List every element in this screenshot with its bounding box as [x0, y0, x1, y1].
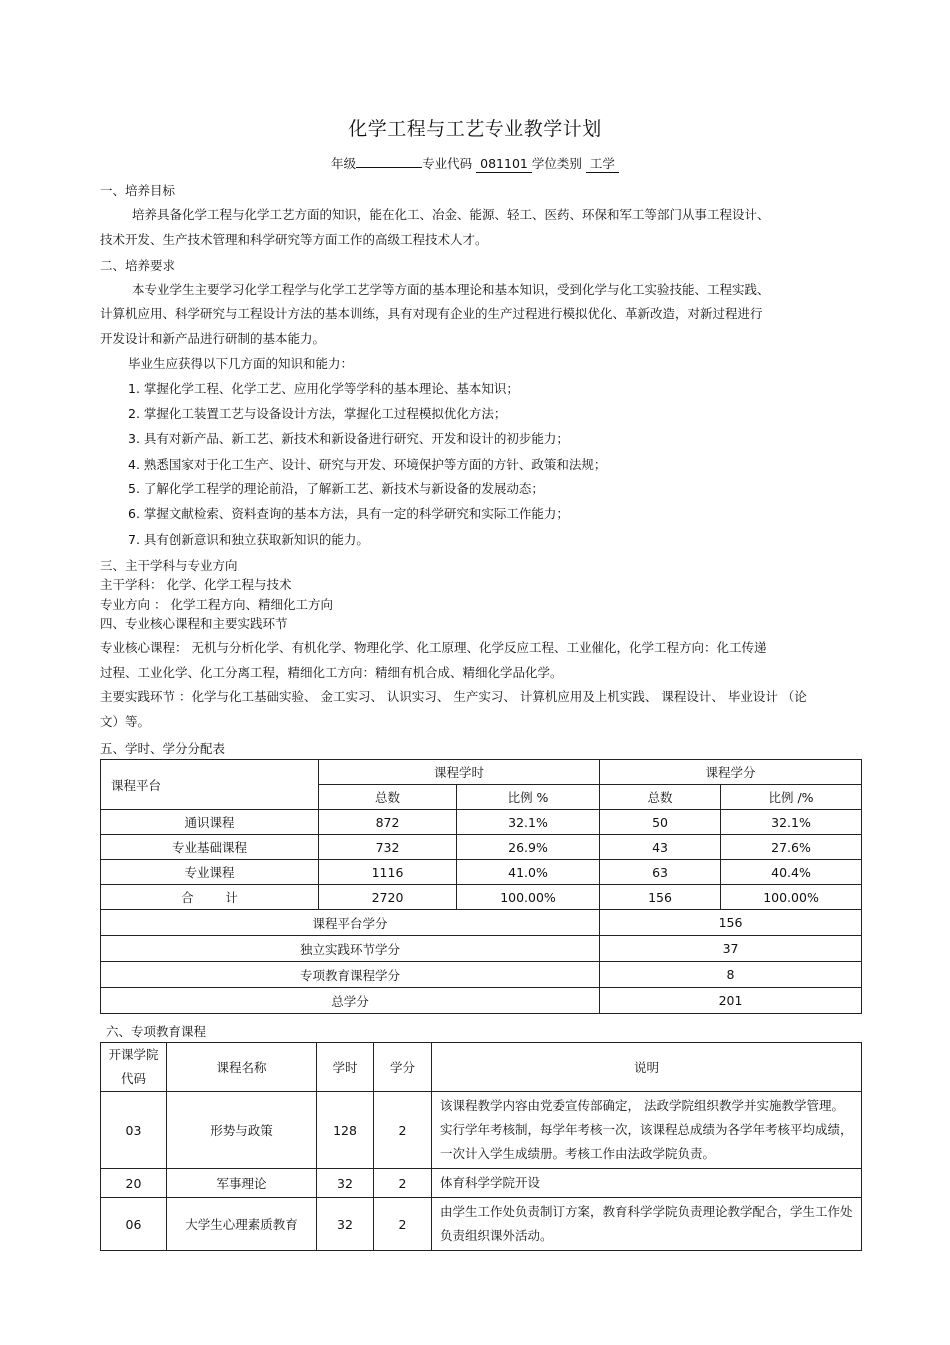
hours-credits-table	[100, 759, 862, 1014]
cell-credits-pct: 40.4%	[721, 860, 862, 885]
page-title: 化学工程与工艺专业教学计划	[348, 118, 602, 140]
paragraph-line: 开发设计和新产品进行研制的基本能力。	[100, 331, 326, 346]
paragraph-line: 毕业生应获得以下几方面的知识和能力：	[128, 356, 354, 371]
cell-course-name: 军事理论	[167, 1169, 317, 1198]
cell-hours: 1116	[319, 860, 457, 885]
summary-label: 课程平台学分	[101, 910, 600, 936]
cell-note: 体育科学学院开设	[432, 1169, 862, 1198]
cell-hours-pct: 26.9%	[457, 835, 600, 860]
header-hours-total: 总数	[319, 785, 457, 810]
cell-credits-pct: 100.00%	[721, 885, 862, 910]
cell-platform: 专业课程	[101, 860, 319, 885]
meta-line	[0, 154, 950, 173]
paragraph-line: 培养具备化学工程与化学工艺方面的知识，能在化工、冶金、能源、轻工、医药、环保和军工等部门从事工程设计、	[132, 207, 770, 222]
table-row	[101, 860, 862, 885]
degree-value: 工学	[586, 156, 619, 173]
header-credits: 课程学分	[600, 760, 862, 785]
header-hours-ratio: 比例 %	[457, 785, 600, 810]
paragraph-line: 主要实践环节 ：化学与化工基础实验、 金工实习、 认识实习、 生产实习、 计算机应用及上机实践、 课程设计、 毕业设计 （论	[100, 689, 807, 704]
grade-label: 年级	[331, 156, 357, 171]
cell-credit: 2	[374, 1169, 432, 1198]
summary-label: 专项教育课程学分	[101, 962, 600, 988]
cell-credit: 2	[374, 1198, 432, 1251]
cell-platform: 通识课程	[101, 810, 319, 835]
cell-note: 该课程教学内容由党委宣传部确定， 法政学院组织教学并实施教学管理。实行学年考核制，每学年考核一次，该课程总成绩为各学年考核平均成绩，一次计入学生成绩册。考核工作由法政学院负责。	[432, 1092, 862, 1169]
table-row	[101, 1198, 862, 1251]
summary-row	[101, 962, 862, 988]
grade-value	[356, 167, 422, 168]
cell-platform: 专业基础课程	[101, 835, 319, 860]
cell-credits-pct: 32.1%	[721, 810, 862, 835]
cell-hours: 872	[319, 810, 457, 835]
section-heading-core-courses: 四、专业核心课程和主要实践环节	[100, 616, 288, 631]
cell-credits: 50	[600, 810, 721, 835]
cell-credits: 63	[600, 860, 721, 885]
major-code: 081101	[476, 156, 532, 173]
cell-hours: 128	[317, 1092, 374, 1169]
header-credit: 学分	[374, 1043, 432, 1092]
header-platform: 课程平台	[101, 760, 319, 810]
cell-course-name: 大学生心理素质教育	[167, 1198, 317, 1251]
list-item: 3. 具有对新产品、新工艺、新技术和新设备进行研究、开发和设计的初步能力；	[128, 431, 569, 446]
cell-hours-pct: 32.1%	[457, 810, 600, 835]
header-hours: 课程学时	[319, 760, 600, 785]
section-heading-special-courses: 六、专项教育课程	[106, 1024, 207, 1039]
cell-credits: 156	[600, 885, 721, 910]
list-item: 7. 具有创新意识和独立获取新知识的能力。	[128, 532, 369, 547]
cell-hours: 32	[317, 1198, 374, 1251]
table-row	[101, 835, 862, 860]
header-course-name: 课程名称	[167, 1043, 317, 1092]
cell-hours-pct: 41.0%	[457, 860, 600, 885]
major-code-label: 专业代码	[422, 156, 473, 171]
section-heading-disciplines: 三、主干学科与专业方向	[100, 558, 238, 573]
summary-value: 37	[600, 936, 862, 962]
list-item: 5. 了解化学工程学的理论前沿，了解新工艺、新技术与新设备的发展动态；	[128, 481, 544, 496]
table-row	[101, 810, 862, 835]
degree-label: 学位类别	[531, 156, 582, 171]
header-credits-total: 总数	[600, 785, 721, 810]
cell-hours: 732	[319, 835, 457, 860]
section-heading-hours-credits: 五、学时、学分分配表	[100, 741, 226, 756]
table-row	[101, 1169, 862, 1198]
list-item: 4. 熟悉国家对于化工生产、设计、研究与开发、环境保护等方面的方针、政策和法规；	[128, 457, 607, 472]
paragraph-line: 专业方向 ： 化学工程方向、精细化工方向	[100, 597, 333, 612]
cell-credits: 43	[600, 835, 721, 860]
section-heading-requirements: 二、培养要求	[100, 258, 176, 273]
header-note: 说明	[432, 1043, 862, 1092]
cell-platform: 合 计	[101, 885, 319, 910]
paragraph-line: 技术开发、生产技术管理和科学研究等方面工作的高级工程技术人才。	[100, 232, 488, 247]
cell-hours: 32	[317, 1169, 374, 1198]
table-row	[101, 1092, 862, 1169]
paragraph-line: 过程、工业化学、化工分离工程，精细化工方向：精细有机合成、精细化学品化学。	[100, 665, 563, 680]
section-heading-goals: 一、培养目标	[100, 183, 176, 198]
summary-value: 201	[600, 988, 862, 1014]
cell-credit: 2	[374, 1092, 432, 1169]
cell-credits-pct: 27.6%	[721, 835, 862, 860]
cell-code: 06	[101, 1198, 167, 1251]
summary-value: 156	[600, 910, 862, 936]
paragraph-line: 专业核心课程： 无机与分析化学、有机化学、物理化学、化工原理、化学反应工程、工业催化，化学工程方向：化工传递	[100, 640, 767, 655]
cell-note: 由学生工作处负责制订方案，教育科学学院负责理论教学配合，学生工作处负责组织课外活动。	[432, 1198, 862, 1251]
table-row-total	[101, 885, 862, 910]
summary-row	[101, 910, 862, 936]
list-item: 2. 掌握化工装置工艺与设备设计方法，掌握化工过程模拟优化方法；	[128, 406, 507, 421]
paragraph-line: 主干学科： 化学、化学工程与技术	[100, 577, 292, 592]
special-courses-table	[100, 1042, 862, 1251]
cell-hours: 2720	[319, 885, 457, 910]
list-item: 6. 掌握文献检索、资料查询的基本方法，具有一定的科学研究和实际工作能力；	[128, 506, 569, 521]
cell-code: 20	[101, 1169, 167, 1198]
paragraph-line: 文）等。	[100, 714, 151, 729]
summary-label: 独立实践环节学分	[101, 936, 600, 962]
header-credits-ratio: 比例 /%	[721, 785, 862, 810]
header-hours: 学时	[317, 1043, 374, 1092]
paragraph-line: 计算机应用、科学研究与工程设计方法的基本训练，具有对现有企业的生产过程进行模拟优化、革新改造，对新过程进行	[100, 306, 763, 321]
cell-course-name: 形势与政策	[167, 1092, 317, 1169]
cell-code: 03	[101, 1092, 167, 1169]
summary-row	[101, 936, 862, 962]
summary-row	[101, 988, 862, 1014]
summary-value: 8	[600, 962, 862, 988]
paragraph-line: 本专业学生主要学习化学工程学与化学工艺学等方面的基本理论和基本知识，受到化学与化工实验技能、工程实践、	[132, 282, 770, 297]
cell-hours-pct: 100.00%	[457, 885, 600, 910]
summary-label: 总学分	[101, 988, 600, 1014]
list-item: 1. 掌握化学工程、化学工艺、应用化学等学科的基本理论、基本知识；	[128, 381, 519, 396]
header-code: 开课学院代码	[101, 1043, 167, 1092]
